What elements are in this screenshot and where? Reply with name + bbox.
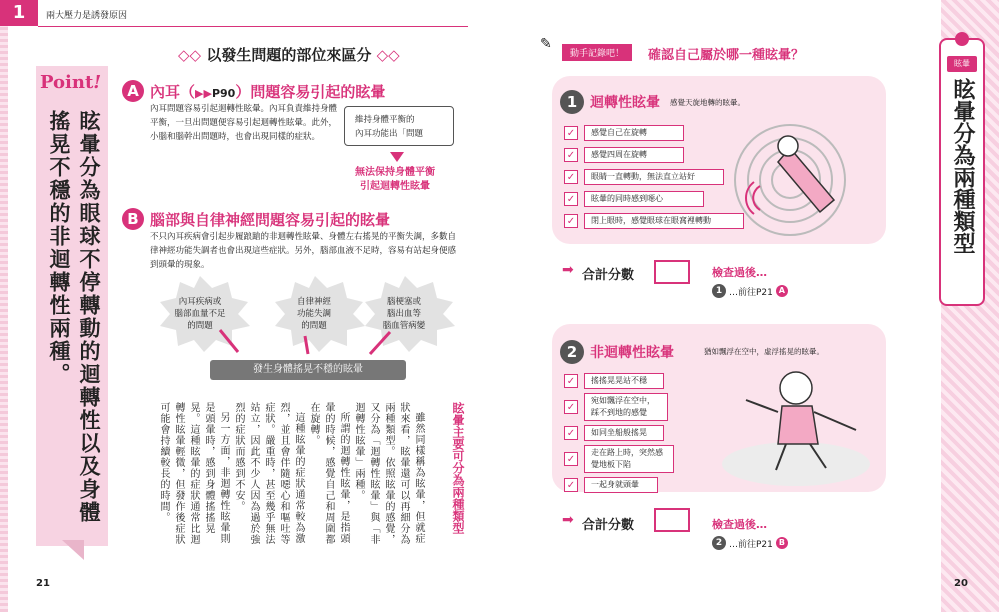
diamond-icon: ◇◇ [178,46,202,64]
checklist-item[interactable]: ✓ 走在路上時，突然感覺地板下陷 [564,446,674,472]
side-tab-label: 眩暈 [947,56,977,72]
type2-checklist [564,372,674,494]
section-b-badge: B [122,208,144,230]
side-tab-title: 眩暈分為兩種類型 [950,78,975,254]
point-text: 眩暈分為眼球不停轉動的迴轉性以及身體搖晃不穩的非迴轉性兩種。 [47,110,101,524]
checkbox-icon[interactable]: ✓ [564,426,578,440]
play-icon: ▶▶ [195,87,212,100]
checkbox-icon[interactable]: ✓ [564,214,578,228]
page-number-right: 20 [954,578,968,589]
checklist-item[interactable]: ✓ 眩暈的同時感到噁心 [564,190,744,208]
arrow-down-icon [390,152,404,162]
wobbly-man-illustration [716,360,876,490]
type1-checklist [564,124,744,230]
section-b-title: 腦部與自律神經問題容易引起的眩暈 [150,211,391,229]
checklist-item[interactable]: ✓ 感覺自己在旋轉 [564,124,744,142]
chapter-title: 兩大壓力是誘發原因 [46,11,128,21]
right-heading: 確認自己屬於哪一種眩暈？ [648,48,805,63]
burst-cause-1: 內耳疾病或 腦部血量不足 的問題 [174,297,226,331]
checklist-item[interactable]: ✓ 眼睛一直轉動，無法直立站好 [564,168,744,186]
checklist-item[interactable]: ✓ 閉上眼時，感覺眼球在眼窩裡轉動 [564,212,744,230]
type1-number: 1 [560,90,584,114]
checkbox-icon[interactable]: ✓ [564,170,578,184]
cause-box: 維持身體平衡的 內耳功能出「問題 [344,106,454,146]
type2-name: 非迴轉性眩暈 [590,345,674,361]
type1-goto[interactable]: 1 …前往P21 A [712,284,788,298]
burst-cause-3: 腦梗塞或 腦出血等 腦血管病變 [382,297,426,331]
section-a-title: 內耳（▶▶P90）問題容易引起的眩暈 [150,83,386,101]
checklist-item[interactable]: ✓ 如同坐船般搖晃 [564,424,674,442]
checkbox-icon[interactable]: ✓ [564,126,578,140]
section-b-result: 發生身體搖晃不穩的眩暈 [210,360,406,380]
type2-desc: 猶如飄浮在空中，虛浮搖晃的眩暈。 [704,347,824,356]
type1-total-label: 合計分數 [582,268,635,283]
checkbox-icon[interactable]: ✓ [564,192,578,206]
type1-score-box[interactable] [654,260,690,284]
section-b-body: 不只內耳疾病會引起步履踉蹌的非迴轉性眩暈、身體左右搖晃的平衡失調，多數自律神經功能失調者也會出現這些症狀。另外，腦部血液不足時，容易有站起身便感到頭暈的現象。 [150,232,457,270]
burst-cause-2: 自律神經 功能失調 的問題 [296,297,331,331]
checkbox-icon[interactable]: ✓ [564,148,578,162]
type2-total-label: 合計分數 [582,518,635,533]
column-body: 雖然同樣稱為眩暈，但就症狀來看，眩暈還可以再細分為兩種類型。依照眩暈的感覺，又分為「迴轉性眩暈」與「非迴轉性眩暈」兩種。 所謂的迴轉性眩暈，是指頭暈的時候，感覺自己和周圍都在旋轉。 這種眩暈的症狀通常較為激烈，並且會伴隨噁心和嘔吐等症狀。嚴重時，甚至幾乎無法站立，因此不少人因為過於強烈的症狀而感到不安。 另一方面，非迴轉性眩暈則是頭暈時，感到身體搖搖晃晃。這種眩暈的症狀通常比迴轉性眩暈輕微，但發作後症狀可能會持續較長的時間。 [158,402,424,545]
type1-name: 迴轉性眩暈 [590,95,660,111]
pencil-icon: ✎ [540,36,552,52]
checklist-item[interactable]: ✓ 感覺四周在旋轉 [564,146,744,164]
section-a-badge: A [122,80,144,102]
diamond-icon: ◇◇ [376,46,400,64]
checkbox-icon[interactable]: ✓ [564,452,578,466]
checkbox-icon[interactable]: ✓ [564,478,578,492]
header-rule [38,26,468,27]
burst-diagram [120,270,470,400]
main-heading: ◇◇ 以發生問題的部位來區分 ◇◇ [178,46,400,64]
dizzy-woman-illustration [730,100,880,240]
page-number-left: 21 [36,578,50,589]
section-a-body: 內耳問題容易引起迴轉性眩暈。內耳負責維持身體平衡，一旦出問題便容易引起迴轉性眩暈。此外，小腦和腦幹出問題時，也會出現同樣的症狀。 [150,104,338,142]
left-edge-stripe [0,0,8,612]
point-label: Point! [40,72,102,93]
section-a-result: 無法保持身體平衡 引起迴轉性眩暈 [355,167,435,192]
pin-icon [955,32,969,46]
arrow-right-icon: ➡ [562,262,574,278]
checklist-item[interactable]: ✓ 宛如飄浮在空中，踩不到地的感覺 [564,394,674,420]
type2-goto[interactable]: 2 …前往P21 B [712,536,788,550]
side-tab [939,38,985,306]
checkbox-icon[interactable]: ✓ [564,400,578,414]
arrow-right-icon: ➡ [562,512,574,528]
checkbox-icon[interactable]: ✓ [564,374,578,388]
type1-desc: 感覺天旋地轉的眩暈。 [670,98,745,107]
chapter-tab: 1 [0,0,38,26]
type1-check-label: 檢查過後… [712,266,767,279]
checklist-item[interactable]: ✓ 一起身就頭暈 [564,476,674,494]
type2-number: 2 [560,340,584,364]
type2-check-label: 檢查過後… [712,518,767,531]
column-heading: 眩暈主要可分為兩種類型 [451,402,465,534]
point-card-fold [62,540,84,560]
record-tag: 動手記錄吧！ [562,44,632,61]
type2-score-box[interactable] [654,508,690,532]
checklist-item[interactable]: ✓ 搖搖晃晃站不穩 [564,372,674,390]
